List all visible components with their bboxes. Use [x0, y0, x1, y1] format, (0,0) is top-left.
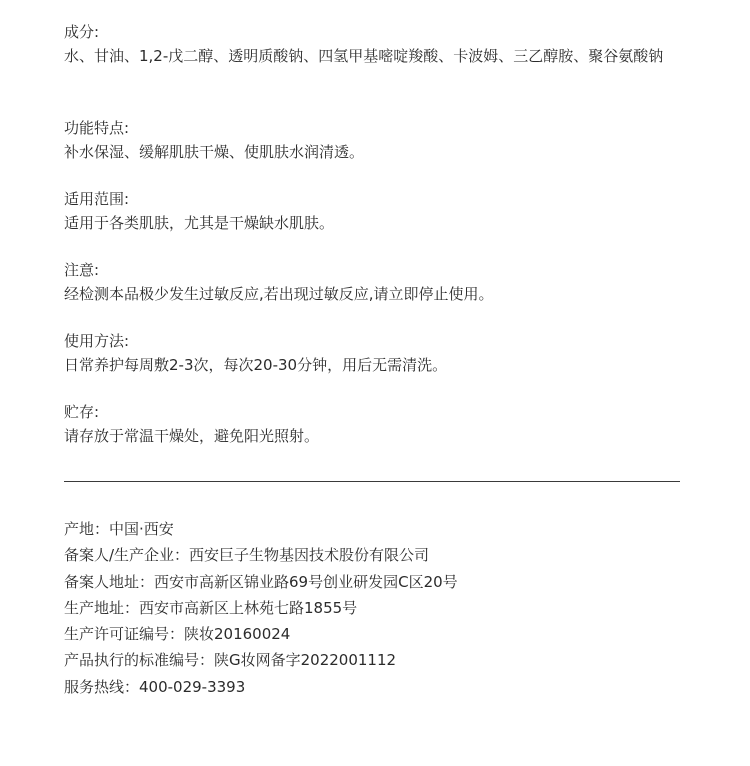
section-body: 经检测本品极少发生过敏反应,若出现过敏反应,请立即停止使用。: [64, 285, 494, 303]
section-storage: [64, 400, 704, 448]
production-license-line: 生产许可证编号：陕妆20160024: [64, 625, 291, 644]
section-heading: 贮存:: [64, 403, 100, 421]
section-heading: 成分:: [64, 23, 100, 41]
section-heading: 注意:: [64, 261, 100, 279]
section-body: 日常养护每周敷2-3次，每次20-30分钟，用后无需清洗。: [64, 356, 448, 374]
section-heading: 使用方法:: [64, 332, 130, 350]
section-heading: 功能特点:: [64, 119, 130, 137]
registrant-address-line: 备案人地址：西安市高新区锦业路69号创业研发园C区20号: [64, 572, 458, 591]
production-address-line: 生产地址：西安市高新区上林苑七路1855号: [64, 598, 358, 617]
section-heading: 适用范围:: [64, 190, 130, 208]
origin-line: 产地：中国·西安: [64, 520, 174, 538]
section-features: [64, 116, 704, 164]
section-body: 请存放于常温干燥处，避免阳光照射。: [64, 427, 320, 445]
divider: [64, 481, 680, 482]
service-hotline-line: 服务热线：400-029-3393: [64, 677, 246, 696]
section-body: 水、甘油、1,2-戊二醇、透明质酸钠、四氢甲基嘧啶羧酸、卡波姆、三乙醇胺、聚谷氨酸钠: [64, 47, 664, 65]
section-usage: [64, 329, 704, 377]
registrant-line: 备案人/生产企业：西安巨子生物基因技术股份有限公司: [64, 546, 430, 565]
standard-number-line: 产品执行的标准编号：陕G妆网备字2022001112: [64, 651, 397, 670]
section-body: 适用于各类肌肤，尤其是干燥缺水肌肤。: [64, 214, 335, 232]
section-caution: [64, 258, 704, 306]
manufacturer-info: [64, 517, 704, 701]
section-ingredients: [64, 20, 704, 68]
section-scope: [64, 187, 704, 235]
section-body: 补水保湿、缓解肌肤干燥、使肌肤水润清透。: [64, 143, 365, 161]
